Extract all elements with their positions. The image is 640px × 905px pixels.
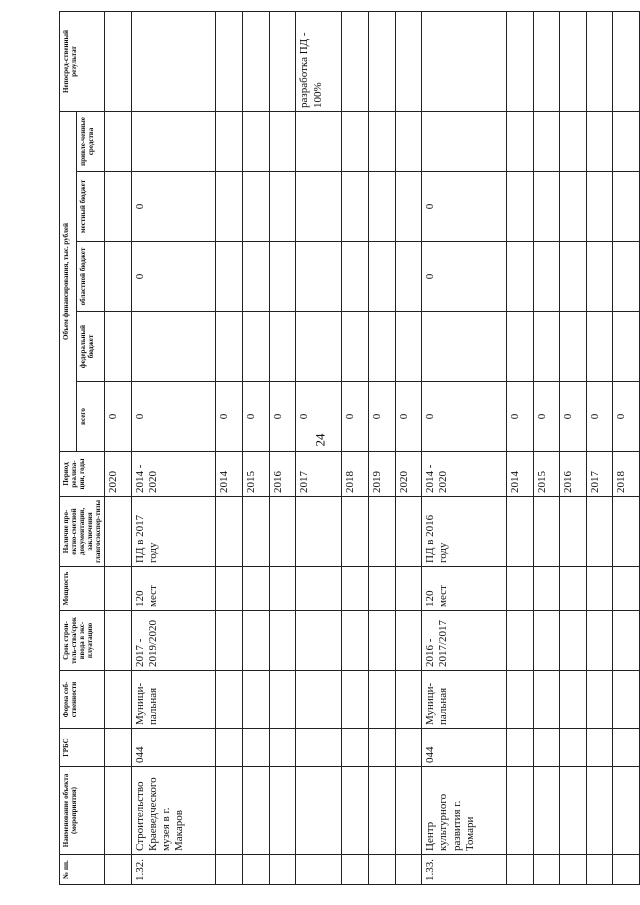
cell-total: 0 <box>560 382 587 452</box>
table-row <box>269 11 296 884</box>
cell-local <box>533 172 560 242</box>
cell-local <box>269 172 296 242</box>
cell-federal <box>506 312 533 382</box>
header-result: Непосред-ственный результат <box>60 11 105 111</box>
cell-federal <box>243 312 270 382</box>
cell-grbs <box>216 729 243 767</box>
cell-local <box>560 172 587 242</box>
cell-regional <box>506 242 533 312</box>
cell-total: 0 <box>506 382 533 452</box>
cell-result <box>613 11 640 111</box>
cell-ownership <box>269 671 296 729</box>
cell-result <box>422 11 507 111</box>
cell-docs <box>243 497 270 567</box>
cell-term <box>216 611 243 671</box>
header-term: Срок строи-тель-ства/срок ввода в экс-плуатацию <box>60 611 105 671</box>
cell-grbs <box>296 729 342 767</box>
cell-result <box>586 11 613 111</box>
cell-total: 0 <box>342 382 369 452</box>
cell-federal <box>269 312 296 382</box>
cell-result <box>533 11 560 111</box>
cell-docs <box>586 497 613 567</box>
cell-capacity <box>243 567 270 611</box>
cell-docs <box>613 497 640 567</box>
cell-term <box>506 611 533 671</box>
cell-capacity <box>533 567 560 611</box>
cell-result <box>342 11 369 111</box>
cell-num <box>243 855 270 885</box>
cell-ownership <box>586 671 613 729</box>
cell-capacity <box>269 567 296 611</box>
cell-total: 0 <box>269 382 296 452</box>
cell-attracted <box>243 111 270 171</box>
rotated-table-container <box>59 12 629 885</box>
cell-attracted <box>216 111 243 171</box>
cell-period: 2019 <box>368 452 395 497</box>
cell-regional <box>243 242 270 312</box>
cell-ownership <box>216 671 243 729</box>
cell-federal <box>216 312 243 382</box>
cell-attracted <box>296 111 342 171</box>
table-row <box>395 11 422 884</box>
cell-ownership <box>506 671 533 729</box>
cell-term <box>269 611 296 671</box>
cell-docs <box>105 497 132 567</box>
header-capacity: Мощность <box>60 567 105 611</box>
cell-local <box>395 172 422 242</box>
cell-capacity <box>216 567 243 611</box>
table-row <box>296 11 342 884</box>
cell-ownership <box>533 671 560 729</box>
table-row <box>560 11 587 884</box>
cell-grbs <box>368 729 395 767</box>
table-row <box>105 11 132 884</box>
cell-num <box>533 855 560 885</box>
cell-num <box>105 855 132 885</box>
cell-total: 0 <box>613 382 640 452</box>
cell-local <box>368 172 395 242</box>
cell-num <box>560 855 587 885</box>
cell-ownership <box>560 671 587 729</box>
cell-grbs <box>243 729 270 767</box>
cell-result <box>105 11 132 111</box>
cell-term <box>368 611 395 671</box>
cell-docs <box>269 497 296 567</box>
cell-ownership <box>613 671 640 729</box>
header-attracted: привле-ченные средства <box>77 111 105 171</box>
cell-regional: 0 <box>422 242 507 312</box>
cell-num <box>342 855 369 885</box>
cell-federal <box>395 312 422 382</box>
cell-docs <box>533 497 560 567</box>
cell-attracted <box>506 111 533 171</box>
cell-grbs <box>342 729 369 767</box>
cell-docs <box>560 497 587 567</box>
cell-federal <box>560 312 587 382</box>
cell-attracted <box>560 111 587 171</box>
cell-federal <box>105 312 132 382</box>
cell-period: 2017 <box>296 452 342 497</box>
header-federal: федеральный бюджет <box>77 312 105 382</box>
cell-attracted <box>131 111 216 171</box>
cell-capacity: 120 мест <box>422 567 507 611</box>
cell-period: 2014 - 2020 <box>422 452 507 497</box>
cell-ownership <box>105 671 132 729</box>
header-grbs: ГРБС <box>60 729 105 767</box>
cell-capacity: 120 мест <box>131 567 216 611</box>
cell-period: 2018 <box>342 452 369 497</box>
cell-period: 2020 <box>105 452 132 497</box>
header-num: № пп. <box>60 855 105 885</box>
cell-grbs <box>105 729 132 767</box>
cell-name <box>560 767 587 855</box>
table-row <box>216 11 243 884</box>
cell-ownership <box>243 671 270 729</box>
cell-grbs: 044 <box>422 729 507 767</box>
cell-total: 0 <box>533 382 560 452</box>
header-funding: Объем финансирования, тыс. рублей <box>60 111 77 451</box>
cell-period: 2015 <box>533 452 560 497</box>
cell-federal <box>533 312 560 382</box>
table-row <box>131 11 216 884</box>
cell-regional <box>105 242 132 312</box>
cell-capacity <box>560 567 587 611</box>
cell-period: 2014 - 2020 <box>131 452 216 497</box>
cell-term: 2016 - 2017/2017 <box>422 611 507 671</box>
cell-ownership <box>296 671 342 729</box>
cell-regional <box>368 242 395 312</box>
cell-regional <box>395 242 422 312</box>
cell-docs <box>342 497 369 567</box>
cell-ownership <box>368 671 395 729</box>
cell-federal <box>586 312 613 382</box>
cell-period: 2016 <box>269 452 296 497</box>
cell-name <box>269 767 296 855</box>
cell-grbs <box>560 729 587 767</box>
cell-period: 2014 <box>506 452 533 497</box>
table-row <box>342 11 369 884</box>
table-row <box>243 11 270 884</box>
cell-ownership <box>395 671 422 729</box>
cell-name: Центр культурного развития г. Томари <box>422 767 507 855</box>
cell-local <box>342 172 369 242</box>
cell-term <box>560 611 587 671</box>
cell-num <box>506 855 533 885</box>
cell-local <box>105 172 132 242</box>
cell-result <box>506 11 533 111</box>
cell-docs: ПД в 2016 году <box>422 497 507 567</box>
cell-federal <box>613 312 640 382</box>
cell-attracted <box>422 111 507 171</box>
page-number: 24 <box>312 433 328 447</box>
cell-num <box>368 855 395 885</box>
cell-period: 2015 <box>243 452 270 497</box>
cell-local <box>586 172 613 242</box>
cell-num <box>216 855 243 885</box>
cell-regional <box>586 242 613 312</box>
cell-grbs: 044 <box>131 729 216 767</box>
cell-regional <box>269 242 296 312</box>
cell-name <box>243 767 270 855</box>
cell-num: 1.32. <box>131 855 216 885</box>
cell-result <box>368 11 395 111</box>
cell-federal <box>422 312 507 382</box>
cell-term <box>586 611 613 671</box>
cell-result <box>395 11 422 111</box>
header-period: Период реализа-ции, годы <box>60 452 105 497</box>
cell-num <box>296 855 342 885</box>
cell-result <box>131 11 216 111</box>
cell-result: разработка ПД - 100% <box>296 11 342 111</box>
cell-capacity <box>395 567 422 611</box>
cell-term <box>243 611 270 671</box>
cell-ownership: Муници-пальная <box>422 671 507 729</box>
cell-name <box>105 767 132 855</box>
cell-attracted <box>613 111 640 171</box>
cell-period: 2018 <box>613 452 640 497</box>
header-total: всего <box>77 382 105 452</box>
cell-local <box>243 172 270 242</box>
cell-docs <box>296 497 342 567</box>
cell-federal <box>368 312 395 382</box>
cell-docs <box>216 497 243 567</box>
cell-ownership: Муници-пальная <box>131 671 216 729</box>
cell-total: 0 <box>243 382 270 452</box>
cell-grbs <box>613 729 640 767</box>
table-body <box>105 11 640 884</box>
cell-total: 0 <box>131 382 216 452</box>
cell-name <box>368 767 395 855</box>
cell-attracted <box>269 111 296 171</box>
table-row <box>586 11 613 884</box>
cell-grbs <box>533 729 560 767</box>
cell-result <box>216 11 243 111</box>
cell-regional <box>216 242 243 312</box>
cell-grbs <box>395 729 422 767</box>
header-name: Наименование объекта (мероприятия) <box>60 767 105 855</box>
cell-regional <box>613 242 640 312</box>
cell-capacity <box>506 567 533 611</box>
cell-num <box>586 855 613 885</box>
cell-term <box>395 611 422 671</box>
cell-local <box>216 172 243 242</box>
cell-capacity <box>586 567 613 611</box>
table-row <box>613 11 640 884</box>
cell-regional <box>342 242 369 312</box>
cell-local <box>296 172 342 242</box>
table-row <box>422 11 507 884</box>
cell-federal <box>131 312 216 382</box>
cell-name <box>216 767 243 855</box>
cell-period: 2017 <box>586 452 613 497</box>
cell-regional <box>533 242 560 312</box>
header-regional: областной бюджет <box>77 242 105 312</box>
cell-result <box>560 11 587 111</box>
cell-period: 2014 <box>216 452 243 497</box>
cell-federal <box>342 312 369 382</box>
cell-total: 0 <box>422 382 507 452</box>
cell-docs <box>395 497 422 567</box>
cell-period: 2016 <box>560 452 587 497</box>
cell-attracted <box>395 111 422 171</box>
cell-term <box>342 611 369 671</box>
cell-capacity <box>368 567 395 611</box>
table-row <box>506 11 533 884</box>
cell-num <box>269 855 296 885</box>
cell-term <box>296 611 342 671</box>
cell-name <box>342 767 369 855</box>
cell-num: 1.33. <box>422 855 507 885</box>
cell-name <box>613 767 640 855</box>
cell-capacity <box>613 567 640 611</box>
cell-term <box>533 611 560 671</box>
table-row <box>533 11 560 884</box>
cell-attracted <box>368 111 395 171</box>
cell-grbs <box>586 729 613 767</box>
cell-name <box>586 767 613 855</box>
cell-grbs <box>506 729 533 767</box>
cell-regional <box>560 242 587 312</box>
cell-attracted <box>586 111 613 171</box>
program-table <box>59 11 640 885</box>
cell-docs: ПД в 2017 году <box>131 497 216 567</box>
table-row <box>368 11 395 884</box>
cell-attracted <box>105 111 132 171</box>
cell-capacity <box>105 567 132 611</box>
cell-local: 0 <box>422 172 507 242</box>
cell-local: 0 <box>131 172 216 242</box>
cell-total: 0 <box>105 382 132 452</box>
cell-total: 0 <box>216 382 243 452</box>
cell-capacity <box>342 567 369 611</box>
cell-name <box>395 767 422 855</box>
cell-num <box>395 855 422 885</box>
cell-total: 0 <box>586 382 613 452</box>
cell-term <box>613 611 640 671</box>
header-ownership: Форма соб-ственности <box>60 671 105 729</box>
cell-term <box>105 611 132 671</box>
cell-total: 0 <box>395 382 422 452</box>
cell-local <box>613 172 640 242</box>
cell-period: 2020 <box>395 452 422 497</box>
cell-docs <box>506 497 533 567</box>
table-header <box>60 11 105 884</box>
cell-local <box>506 172 533 242</box>
cell-capacity <box>296 567 342 611</box>
cell-name <box>506 767 533 855</box>
cell-regional: 0 <box>131 242 216 312</box>
cell-name <box>296 767 342 855</box>
cell-num <box>613 855 640 885</box>
cell-name <box>533 767 560 855</box>
cell-total: 0 <box>296 382 342 452</box>
cell-result <box>269 11 296 111</box>
cell-total: 0 <box>368 382 395 452</box>
cell-attracted <box>342 111 369 171</box>
header-local: местный бюджет <box>77 172 105 242</box>
cell-docs <box>368 497 395 567</box>
cell-result <box>243 11 270 111</box>
cell-grbs <box>269 729 296 767</box>
cell-name: Строительство Краеведческого музея в г. Макаров <box>131 767 216 855</box>
header-docs: Наличие про-ектно-сметной документации, заключения главгосэкспер-тизы <box>60 497 105 567</box>
cell-regional <box>296 242 342 312</box>
cell-term: 2017 - 2019/2020 <box>131 611 216 671</box>
cell-attracted <box>533 111 560 171</box>
cell-ownership <box>342 671 369 729</box>
cell-federal <box>296 312 342 382</box>
